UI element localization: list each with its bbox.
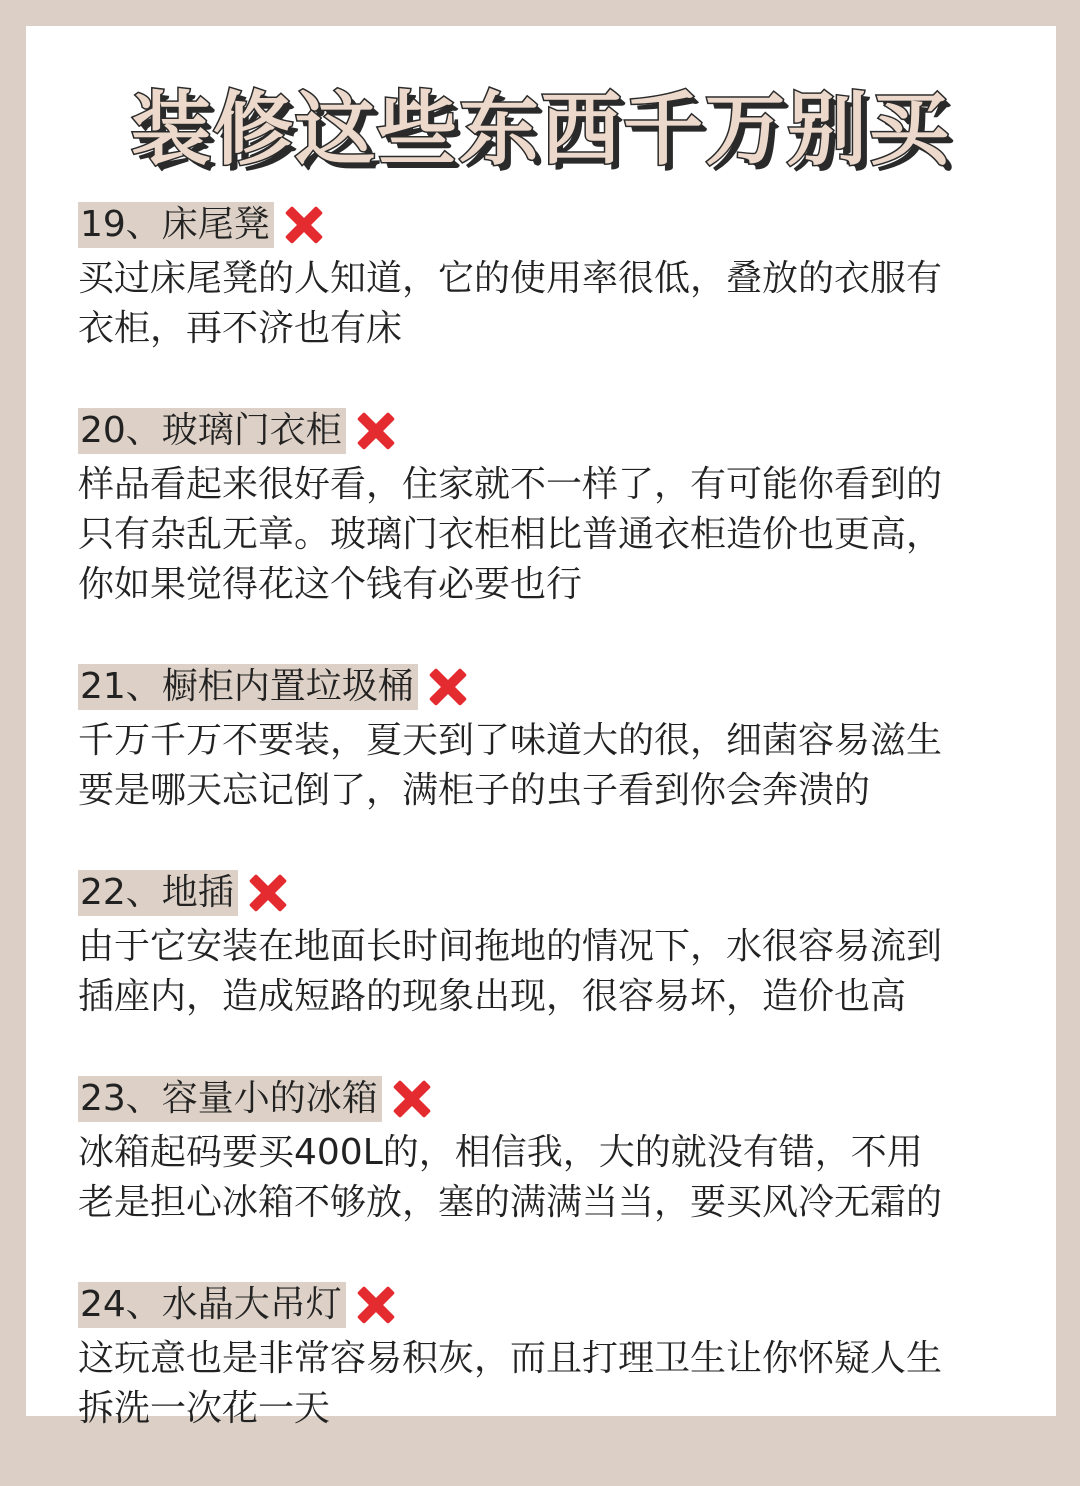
item-heading bbox=[78, 1280, 1038, 1330]
item-list bbox=[78, 200, 1038, 1486]
cross-mark-icon bbox=[280, 202, 326, 248]
item-description: 这玩意也是非常容易积灰，而且打理卫生让你怀疑人生 拆洗一次花一天 bbox=[78, 1338, 943, 1429]
cross-mark-icon bbox=[244, 870, 290, 916]
list-item bbox=[78, 200, 1038, 354]
cross-mark-icon bbox=[352, 408, 398, 454]
item-description: 千万千万不要装，夏天到了味道大的很，细菌容易滋生 要是哪天忘记倒了，满柜子的虫子看到你会奔溃的 bbox=[78, 720, 943, 811]
page-title: 装修这些东西千万别买 bbox=[131, 83, 951, 176]
item-heading-label: 24、水晶大吊灯 bbox=[78, 1282, 346, 1328]
cross-mark-icon bbox=[424, 664, 470, 710]
item-heading-label: 20、玻璃门衣柜 bbox=[78, 408, 346, 454]
list-item bbox=[78, 1280, 1038, 1434]
item-heading-label: 21、橱柜内置垃圾桶 bbox=[78, 664, 418, 710]
item-heading bbox=[78, 406, 1038, 456]
item-description: 买过床尾凳的人知道，它的使用率很低，叠放的衣服有 衣柜，再不济也有床 bbox=[78, 258, 943, 349]
item-heading-label: 22、地插 bbox=[78, 870, 238, 916]
item-description: 由于它安装在地面长时间拖地的情况下，水很容易流到 插座内，造成短路的现象出现，很容易坏，造价也高 bbox=[78, 926, 943, 1017]
cross-mark-icon bbox=[388, 1076, 434, 1122]
list-item bbox=[78, 662, 1038, 816]
item-heading bbox=[78, 868, 1038, 918]
item-description: 冰箱起码要买400L的，相信我，大的就没有错，不用 老是担心冰箱不够放，塞的满满当当，要买风冷无霜的 bbox=[78, 1132, 943, 1223]
item-description: 样品看起来很好看，住家就不一样了，有可能你看到的 只有杂乱无章。玻璃门衣柜相比普通衣柜造价也更高， 你如果觉得花这个钱有必要也行 bbox=[78, 464, 943, 605]
list-item bbox=[78, 1074, 1038, 1228]
cross-mark-icon bbox=[352, 1282, 398, 1328]
item-heading-label: 19、床尾凳 bbox=[78, 202, 274, 248]
item-heading bbox=[78, 662, 1038, 712]
item-heading bbox=[78, 1074, 1038, 1124]
content-card bbox=[26, 26, 1056, 1429]
item-heading bbox=[78, 200, 1038, 250]
list-item bbox=[78, 406, 1038, 610]
list-item bbox=[78, 868, 1038, 1022]
item-heading-label: 23、容量小的冰箱 bbox=[78, 1076, 382, 1122]
